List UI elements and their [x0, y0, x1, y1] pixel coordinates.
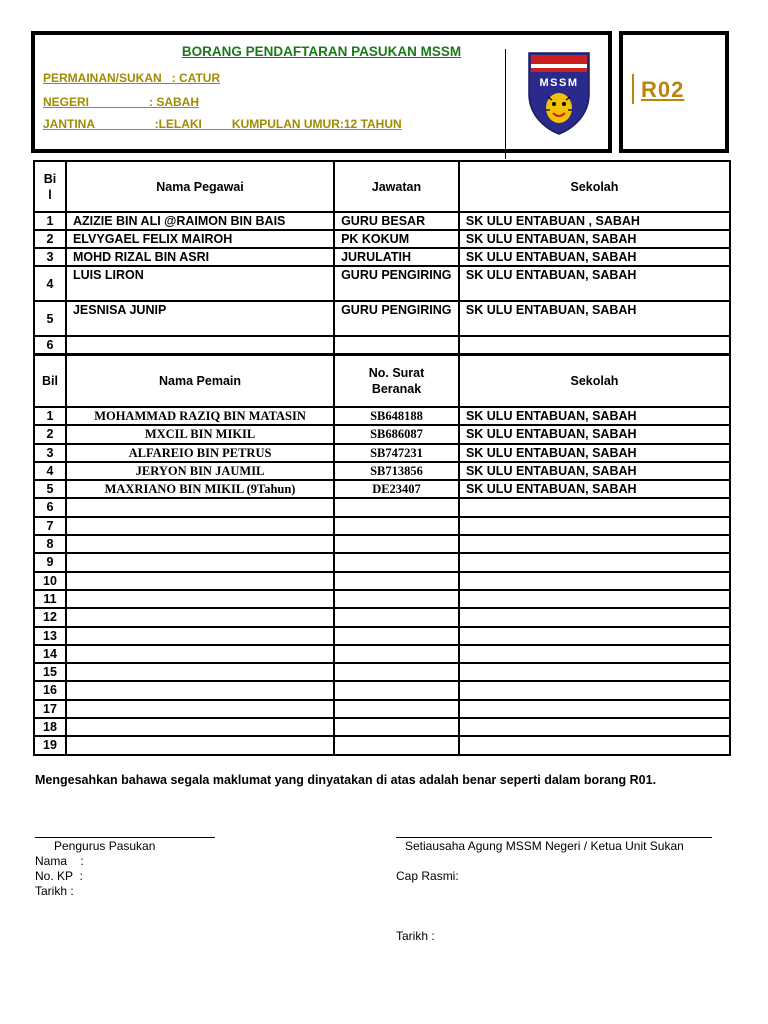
col-jawatan: Jawatan [334, 161, 459, 212]
official-role: JURULATIH [334, 248, 459, 266]
form-code-marker [632, 74, 634, 104]
col-bil: Bil [34, 355, 66, 407]
player-birth-cert [334, 572, 459, 590]
player-birth-cert [334, 608, 459, 626]
official-role: PK KOKUM [334, 230, 459, 248]
header-divider [505, 49, 506, 159]
player-school [459, 681, 730, 699]
player-birth-cert: SB686087 [334, 425, 459, 443]
state-line: NEGERI : SABAH [43, 95, 200, 109]
row-number: 11 [34, 590, 66, 608]
row-number: 8 [34, 535, 66, 553]
row-number: 3 [34, 248, 66, 266]
player-birth-cert [334, 553, 459, 571]
left-tarikh-label: Tarikh : [35, 884, 74, 898]
player-school [459, 645, 730, 663]
official-school: SK ULU ENTABUAN, SABAH [459, 230, 730, 248]
player-name: MXCIL BIN MIKIL [66, 425, 334, 443]
official-school: SK ULU ENTABUAN, SABAH [459, 266, 730, 301]
player-school [459, 553, 730, 571]
table-row [34, 645, 730, 663]
official-name: AZIZIE BIN ALI @RAIMON BIN BAIS [66, 212, 334, 230]
col-sekolah: Sekolah [459, 355, 730, 407]
player-birth-cert: SB713856 [334, 462, 459, 480]
row-number: 4 [34, 266, 66, 301]
table-row [34, 248, 730, 266]
player-name [66, 718, 334, 736]
player-name [66, 572, 334, 590]
col-nama-pegawai: Nama Pegawai [66, 161, 334, 212]
player-name [66, 700, 334, 718]
official-name: ELVYGAEL FELIX MAIROH [66, 230, 334, 248]
official-name [66, 336, 334, 354]
player-birth-cert [334, 517, 459, 535]
row-number: 19 [34, 736, 66, 754]
player-name [66, 553, 334, 571]
officials-table [33, 160, 731, 355]
left-nama-label: Nama : [35, 854, 84, 868]
right-cap-label: Cap Rasmi: [396, 869, 459, 883]
player-birth-cert [334, 681, 459, 699]
player-school: SK ULU ENTABUAN, SABAH [459, 407, 730, 425]
player-school [459, 608, 730, 626]
row-number: 2 [34, 230, 66, 248]
player-birth-cert [334, 498, 459, 516]
row-number: 3 [34, 444, 66, 462]
player-birth-cert [334, 700, 459, 718]
row-number: 6 [34, 336, 66, 354]
player-name: JERYON BIN JAUMIL [66, 462, 334, 480]
player-name [66, 608, 334, 626]
table-row [34, 266, 730, 301]
left-signature-line [35, 837, 215, 838]
row-number: 1 [34, 212, 66, 230]
form-title: BORANG PENDAFTARAN PASUKAN MSSM [181, 44, 462, 59]
player-name [66, 627, 334, 645]
player-school [459, 736, 730, 754]
form-code: R02 [641, 77, 685, 102]
player-name [66, 736, 334, 754]
table-row [34, 718, 730, 736]
player-school [459, 663, 730, 681]
official-school: SK ULU ENTABUAN , SABAH [459, 212, 730, 230]
left-signer-title: Pengurus Pasukan [54, 839, 156, 853]
table-row [34, 608, 730, 626]
row-number: 1 [34, 407, 66, 425]
official-role [334, 336, 459, 354]
player-name [66, 645, 334, 663]
header-box [31, 31, 612, 153]
player-name: ALFAREIO BIN PETRUS [66, 444, 334, 462]
player-name [66, 517, 334, 535]
table-row [34, 301, 730, 336]
table-row [34, 663, 730, 681]
official-role: GURU PENGIRING [334, 266, 459, 301]
player-birth-cert: SB747231 [334, 444, 459, 462]
player-birth-cert [334, 627, 459, 645]
table-row [34, 498, 730, 516]
row-number: 4 [34, 462, 66, 480]
col-sekolah: Sekolah [459, 161, 730, 212]
player-school [459, 517, 730, 535]
player-name: MAXRIANO BIN MIKIL (9Tahun) [66, 480, 334, 498]
table-row [34, 535, 730, 553]
official-name: LUIS LIRON [66, 266, 334, 301]
row-number: 15 [34, 663, 66, 681]
row-number: 16 [34, 681, 66, 699]
row-number: 10 [34, 572, 66, 590]
right-signature-line [396, 837, 712, 838]
player-school: SK ULU ENTABUAN, SABAH [459, 444, 730, 462]
left-kp-label: No. KP : [35, 869, 83, 883]
table-row [34, 425, 730, 443]
table-row [34, 627, 730, 645]
player-school: SK ULU ENTABUAN, SABAH [459, 480, 730, 498]
player-name [66, 535, 334, 553]
row-number: 12 [34, 608, 66, 626]
player-name [66, 590, 334, 608]
col-no-surat-beranak: No. Surat Beranak [334, 355, 459, 407]
official-name: MOHD RIZAL BIN ASRI [66, 248, 334, 266]
player-school [459, 627, 730, 645]
official-school: SK ULU ENTABUAN, SABAH [459, 301, 730, 336]
player-birth-cert [334, 590, 459, 608]
official-school [459, 336, 730, 354]
player-birth-cert [334, 645, 459, 663]
row-number: 7 [34, 517, 66, 535]
right-tarikh-label: Tarikh : [396, 929, 435, 943]
players-header-row [34, 355, 730, 407]
table-row [34, 553, 730, 571]
table-row [34, 212, 730, 230]
table-row [34, 462, 730, 480]
table-row [34, 230, 730, 248]
row-number: 18 [34, 718, 66, 736]
player-birth-cert: DE23407 [334, 480, 459, 498]
table-row [34, 700, 730, 718]
row-number: 13 [34, 627, 66, 645]
player-school: SK ULU ENTABUAN, SABAH [459, 462, 730, 480]
row-number: 9 [34, 553, 66, 571]
player-school [459, 700, 730, 718]
official-school: SK ULU ENTABUAN, SABAH [459, 248, 730, 266]
player-birth-cert [334, 718, 459, 736]
player-name: MOHAMMAD RAZIQ BIN MATASIN [66, 407, 334, 425]
sport-line: PERMAINAN/SUKAN : CATUR [43, 71, 221, 85]
logo-text: MSSM [539, 77, 579, 89]
official-name: JESNISA JUNIP [66, 301, 334, 336]
player-birth-cert [334, 736, 459, 754]
table-row [34, 444, 730, 462]
table-row [34, 736, 730, 754]
player-name [66, 681, 334, 699]
table-row [34, 590, 730, 608]
player-school [459, 590, 730, 608]
official-role: GURU PENGIRING [334, 301, 459, 336]
confirmation-statement: Mengesahkan bahawa segala maklumat yang dinyatakan di atas adalah benar seperti dalam borang R01. [35, 773, 657, 787]
row-number: 17 [34, 700, 66, 718]
table-row [34, 572, 730, 590]
row-number: 2 [34, 425, 66, 443]
officials-header-row [34, 161, 730, 212]
table-row [34, 517, 730, 535]
gender-age-line: JANTINA :LELAKI KUMPULAN UMUR:12 TAHUN [43, 117, 402, 131]
col-bil: Bi l [34, 161, 66, 212]
row-number: 6 [34, 498, 66, 516]
player-school [459, 572, 730, 590]
player-school [459, 718, 730, 736]
form-code-box [619, 31, 729, 153]
table-row [34, 407, 730, 425]
mssm-logo [526, 50, 592, 136]
right-signer-title: Setiausaha Agung MSSM Negeri / Ketua Unit Sukan [405, 839, 684, 853]
players-table [33, 354, 731, 756]
table-row [34, 681, 730, 699]
player-school: SK ULU ENTABUAN, SABAH [459, 425, 730, 443]
table-row [34, 336, 730, 354]
player-birth-cert: SB648188 [334, 407, 459, 425]
player-birth-cert [334, 535, 459, 553]
player-name [66, 663, 334, 681]
row-number: 5 [34, 301, 66, 336]
table-row [34, 480, 730, 498]
player-name [66, 498, 334, 516]
player-birth-cert [334, 663, 459, 681]
player-school [459, 535, 730, 553]
player-school [459, 498, 730, 516]
official-role: GURU BESAR [334, 212, 459, 230]
row-number: 14 [34, 645, 66, 663]
col-nama-pemain: Nama Pemain [66, 355, 334, 407]
row-number: 5 [34, 480, 66, 498]
